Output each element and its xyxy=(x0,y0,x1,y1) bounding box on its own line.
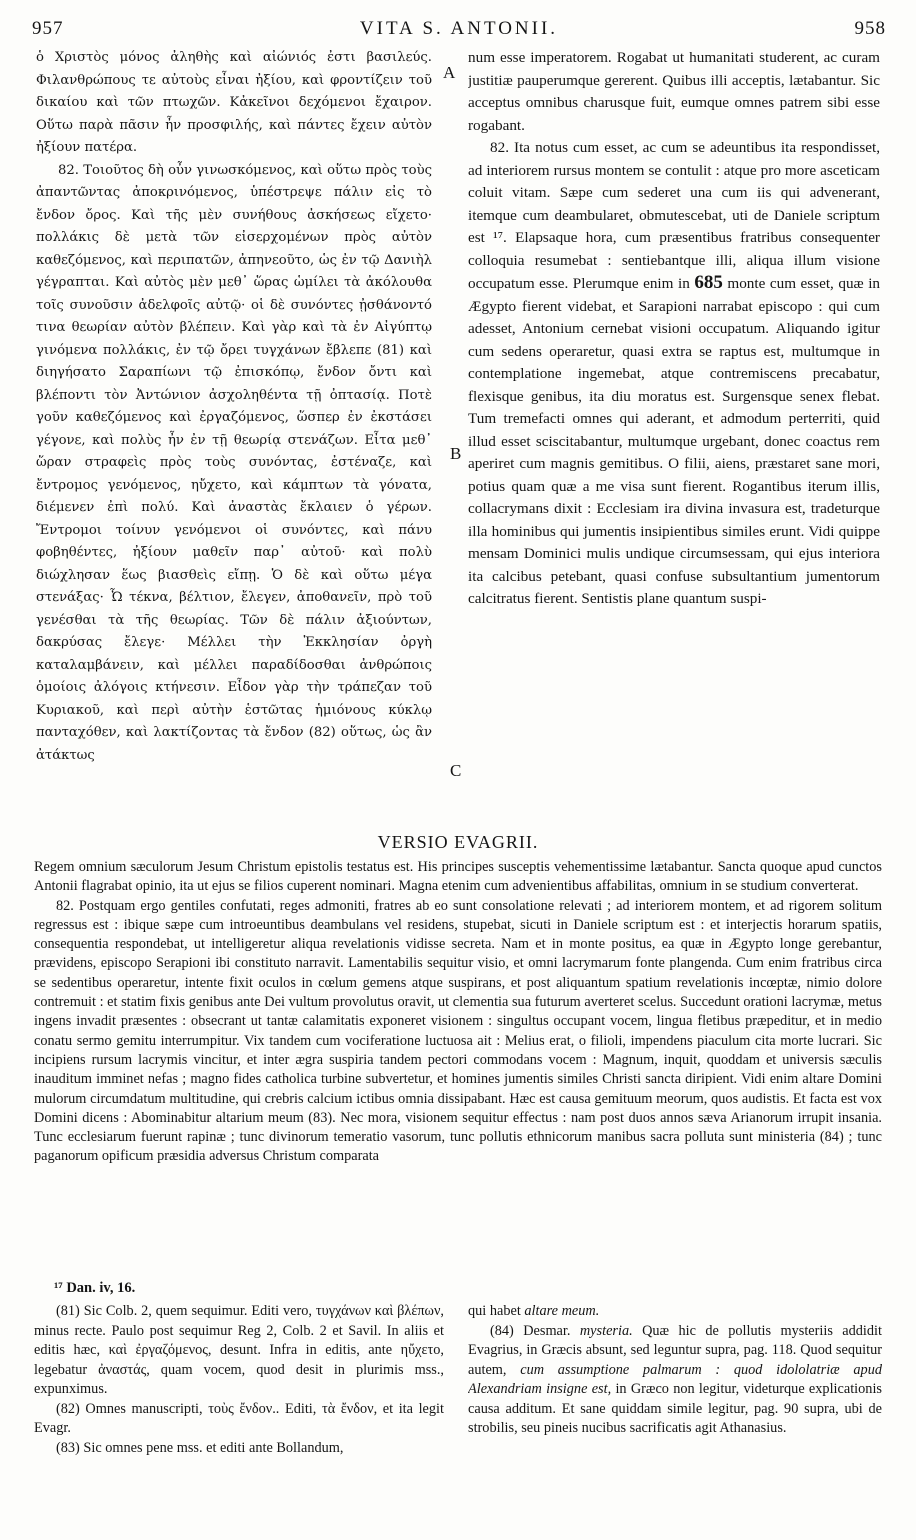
margin-marker-a: A xyxy=(443,63,456,82)
versio-title: VERSIO EVAGRII. xyxy=(377,832,539,852)
versio-evagrii-text xyxy=(34,858,882,1276)
note-italic: altare meum. xyxy=(524,1303,600,1319)
note-81: (81) Sic Colb. 2, quem sequimur. Editi vero, τυγχάνων καὶ βλέπων, minus recte. Paulo post sequimur Reg 2, Colb. 2 et Savil. In aliis et editis hæc, καὶ ἐργαζόμενος, desunt. Infra in editis, ante ηὔχετο, legebatur ἀναστάς, quam vocem, quod desit in plurimis mss., expunximus. xyxy=(34,1303,444,1397)
notes-right-column xyxy=(468,1302,882,1538)
greek-paragraph: ὁ Χριστὸς μόνος ἀληθὴς καὶ αἰώνιός ἐστι βασιλεύς. Φιλανθρώπους τε αὐτοὺς εἶναι ἠξίου, καὶ φροντίζειν τοῦ δικαίου καὶ τῶν πτωχῶν. Κἀκεῖνοι δεχόμενοι ἔχαιρον. Οὕτω παρὰ πᾶσιν ἦν προσφιλής, καὶ πάντες ἔχειν αὐτὸν ἠξίουν πατέρα. xyxy=(36,50,432,155)
versio-paragraph: Regem omnium sæculorum Jesum Christum epistolis testatus est. His principes susceptis vehementissime lætabantur. Sancta quoque apud cunctos Antonii flagrabat opinio, ita ut ejus se filios cuperent nominari. Magna etenim cum advenientibus affabilitas, omnium in se studium converterat. xyxy=(34,859,882,895)
versio-paragraph: 82. Postquam ergo gentiles confutati, reges admoniti, fratres ab eo sunt consolatione relevati ; ad interiorem montem, et ad rigorem solitum regressus est : ibique sæpe cum introeuntibus deambulans vel residens, stupebat, sicuti in Daniele scriptum est : et interjectis horarum spatiis, consequentia respondebat, ut intelligeretur aliqua revelationis vidisse secreta. Nam et in monte positus, ea quæ in Ægypto longe gerebantur, prævidens, episcopo Serapioni ibi constituto narravit. Lamentabilis sequitur visio, et omni lacrymarum fonte plangenda. Cum enim fratribus circa se sedentibus operaretur, intente fixit oculos in cœlum gemens atque suspirans, et post aliquantum spatium revelationis incœptæ, nimio dolore contremuit : et statim fixis genibus ante Dei vultum provolutus oravit, ut clementia sua futurum averteret scelus. Succedunt orationi lacrymæ, metus ingens invadit præsentes : obsecrant ut tantæ calamitatis exponeret visionem : singultus occupant vocem, lingua fletibus præpeditur, et in medio conatu sermo gemitu interrumpitur. Vix tandem cum vociferatione luctuosa ait : Melius erat, o filioli, impendens piaculum cita morte lucrari. Sic incipiens rursum lacrymis vincitur, et inter ægra suspiria tandem pectori commodans vocem : Magnum, inquit, quoddam et universis sæculis inauditum imminet nefas ; magno fides catholica turbine subvertetur, et homines jumentis similes Christi sancta diripient. Vidi enim altare Domini mulorum circumdatum multitudine, qui crebris calcium ictibus omnia dissipabant. Hæc est causa gemituum meorum, quos audistis. Et facta est vox Domini dicens : Abominabitur altarium meum (83). Nec mora, visionem sequitur effectus : nam post duos annos sæva Arianorum irrupit insania. Tunc ecclesiarum fuerunt rapinæ ; tunc divinorum temeratio vasorum, tunc pollutis ethnicorum manibus sacra polluta sunt ministeria (84) ; tunc paganorum opificum præsidia adversus Christum comparata xyxy=(34,897,882,1165)
note-text: qui habet xyxy=(468,1303,521,1319)
note-italic: mysteria. xyxy=(579,1322,633,1339)
note-text: Quæ hic de pollutis mysteriis addidit Evagrius, in Græcis absunt, sed leguntur supra, pag. 118. Quod sequitur autem, xyxy=(468,1322,882,1378)
running-head xyxy=(32,18,886,42)
left-page-number: 957 xyxy=(32,18,64,39)
running-title: VITA S. ANTONII. xyxy=(359,18,559,39)
note-text: (84) Desmar. xyxy=(490,1322,571,1339)
latin-column xyxy=(468,47,880,831)
latin-text: monte cum esset, quæ in Ægypto fierent videbat, et Sarapioni narrabat episcopo : qui cum adesset, Antonium cernebat visioni occupatum. Aliquando igitur cum sedens operaretur, quasi extra se raptus est, multumque in contemplatione ingemebat, atque contremiscens precabatur, flexisque genibus, ita diu moratus est. Surgensque senex flebat. Tum tremefacti omnes qui aderant, et admodum perterriti, quid illud esset sciscitabantur, multumque urgebant, donec coactus rem aperiret cum magnis gemitibus. O filii, aiens, præstaret sane mori, potius quam quæ a me visa sunt fierent. Rogantibus iterum illis, collacrymans dixit : Ecclesiam ira divina invasura est, tradeturque illa hominibus qui jumentis insipientibus similes erunt. Vidi quippe mensam Dominici mulis undique circumsessam, qui ejus interiora ita calcibus petebant, quasi confuse subsultantium jumentorum calcitratus fierent. Sentistis plane quantum suspi- xyxy=(468,275,880,607)
latin-paragraph-82 xyxy=(468,137,880,611)
greek-column xyxy=(36,47,432,831)
note-text: in Græco non legitur, videturque explicationis causa additum. Et sane quiddam simile legitur, pag. 90 supra, ubi de strobilis, seu pineis nucibus sacrificatis agit Athanasius. xyxy=(468,1381,882,1436)
column-number: 685 xyxy=(694,272,723,293)
footnote-reference: ¹⁷ Dan. iv, 16. xyxy=(54,1280,136,1296)
right-page-number: 958 xyxy=(854,18,886,39)
note-83-continued xyxy=(468,1302,882,1322)
latin-text: 82. Ita notus cum esset, ac cum se adeuntibus ita respondisset, ad interiorem rursus montem se contulit : atque pro more asceticam coluit vitam. Sæpe cum sederet una cum iis qui advenerant, itemque cum deambularet, obmutescebat, uti de Daniele scriptum est ¹⁷. Elapsaque hora, cum præsentibus fratribus consequenter colloquia resumebat : sentiebantque illi, aliqua illum visione occupatum esse. Plerumque enim in xyxy=(468,139,880,292)
note-84 xyxy=(468,1322,882,1439)
note-83: (83) Sic omnes pene mss. et editi ante Bollandum, xyxy=(56,1439,344,1456)
note-italic: cum assumptione palmarum : quod idololatriæ apud Alexandriam insigne est, xyxy=(468,1361,882,1397)
notes-left-column xyxy=(34,1302,444,1538)
margin-marker-c: C xyxy=(450,761,462,780)
margin-marker-b: B xyxy=(450,444,462,463)
greek-paragraph: 82. Τοιοῦτος δὴ οὖν γινωσκόμενος, καὶ οὕτω πρὸς τοὺς ἀπαντῶντας ἀποκρινόμενος, ὑπέστρεψε πάλιν εἰς τὸ ἔνδον ὄρος. Καὶ τῆς μὲν συνήθους ἀσκήσεως εἴχετο· πολλάκις δὲ μετὰ τῶν εἰσερχομένων πρὸς αὐτὸν καθεζόμενος, καὶ περιπατῶν, ἀπηνεοῦτο, ὡς ἐν τῷ Δανιὴλ γέγραπται. Καὶ αὐτὸς μὲν μεθ᾽ ὥρας ὡμίλει τὰ ἀκόλουθα τοῖς συνοῦσιν ἀδελφοῖς αὐτῷ· οἱ δὲ συνόντες ᾐσθάνοντό τινα θεωρίαν αὐτὸν βλέπειν. Καὶ γὰρ καὶ τὰ ἐν Αἰγύπτῳ γινόμενα πολλάκις, ἐν τῷ ὄρει τυγχάνων ἔβλεπε (81) καὶ διηγήσατο Σαραπίωνι τῷ ἐπισκόπῳ, ἔνδον ὄντι καὶ βλέποντι τὸν Ἀντώνιον ἀσχοληθέντα τῇ ὀπτασίᾳ. Ποτὲ γοῦν καθεζόμενος καὶ ἐργαζόμενος, ὥσπερ ἐν ἐκστάσει γέγονε, καὶ πολὺς ἦν ἐν τῇ θεωρίᾳ στενάζων. Εἶτα μεθ᾽ ὥραν στραφεὶς πρὸς τοὺς συνόντας, ἐστέναζε, καὶ ἔντρομος γενόμενος, ηὔχετο, καὶ κάμπτων τὰ γόνατα, διέμενεν ἐπὶ πολύ. Καὶ ἀναστὰς ἔκλαιεν ὁ γέρων. Ἔντρομοι τοίνυν γενόμενοι οἱ συνόντες, καὶ πάνυ φοβηθέντες, ἠξίουν μαθεῖν παρ᾽ αὐτοῦ· καὶ πολὺ διώχλησαν ἕως βιασθεὶς εἴπῃ. Ὁ δὲ καὶ οὕτω μέγα στενάξας· Ὦ τέκνα, βέλτιον, ἔλεγεν, ἀποθανεῖν, πρὸ τοῦ γενέσθαι τὰ τῆς θεωρίας. Τῶν δὲ πάλιν ἀξιούντων, δακρύσας ἔλεγε· Μέλλει τὴν Ἐκκλησίαν ὀργὴ καταλαμβάνειν, καὶ μέλλει παραδίδοσθαι ἀνθρώποις ὁμοίοις ἀλόγοις κτήνεσιν. Εἶδον γὰρ τὴν τράπεζαν τοῦ Κυριακοῦ, καὶ περὶ αὐτὴν ἑστῶτας ἡμιόνους κύκλῳ πανταχόθεν, καὶ λακτίζοντας τὰ ἔνδον (82) οὕτως, ὡς ἂν ἀτάκτως xyxy=(36,162,432,763)
latin-paragraph: num esse imperatorem. Rogabat ut humanitati studerent, ac curam justitiæ pauperumque gererent. Quibus illi acceptis, lætabantur. Sic acceptus omnibus charusque fuit, eumque omnes patrem sibi esse rogabant. xyxy=(468,49,880,134)
note-82: (82) Omnes manuscripti, τοὺς ἔνδον.. Editi, τὰ ἔνδον, et ita legit Evagr. xyxy=(34,1400,444,1436)
